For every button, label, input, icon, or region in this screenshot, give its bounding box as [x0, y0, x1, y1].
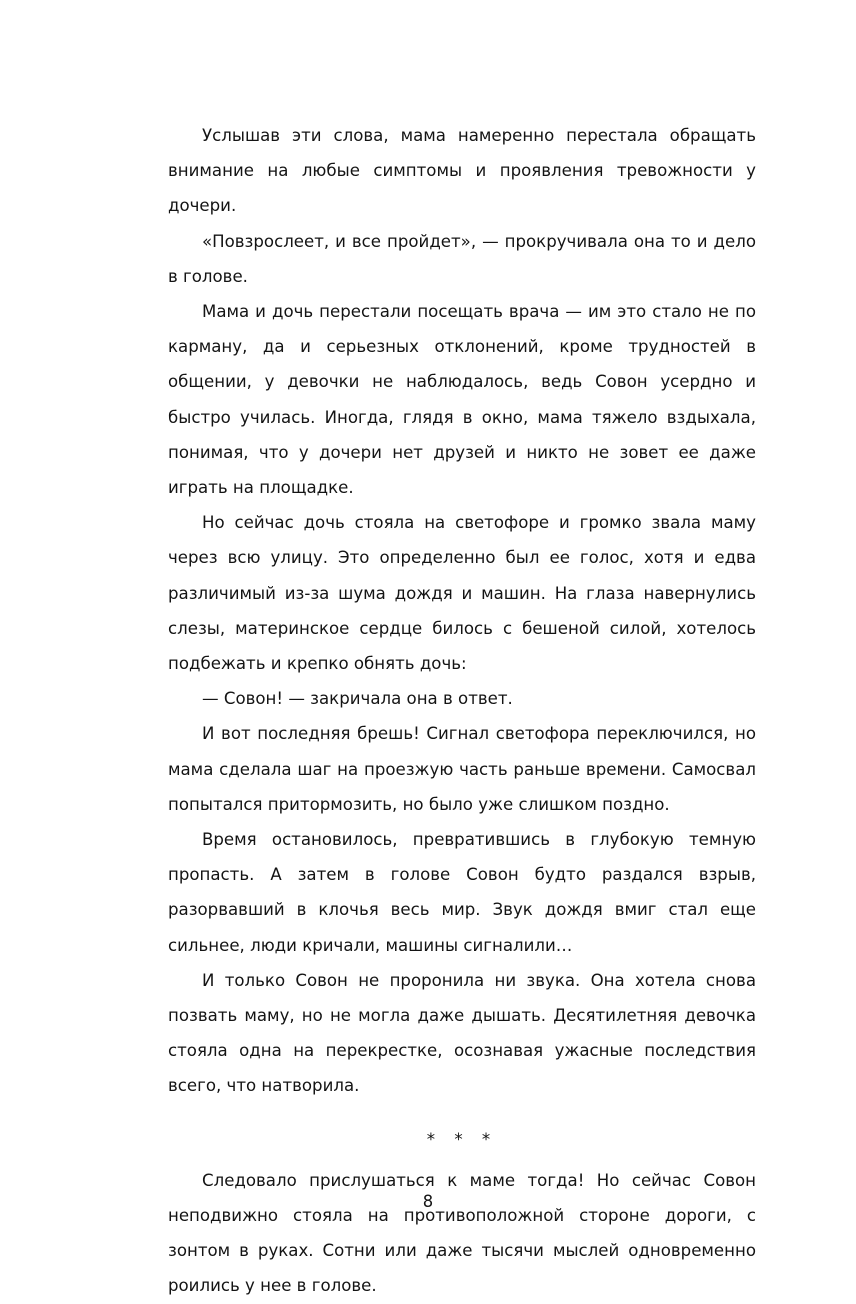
paragraph: Следовало прислушаться к маме тогда! Но сейчас Совон неподвижно стояла на противоположной стороне дороги, с зонтом в руках. Сотни или даже тысячи мыслей одновременно роились у нее в голове. — [168, 1170, 756, 1296]
paragraph: Но сейчас дочь стояла на светофоре и громко звала маму через всю улицу. Это определенно был ее голос, хотя и едва различимый из-за шума дождя и машин. На глаза навернулись слезы, материнское сердце билось с бешеной силой, хотелось подбежать и крепко обнять дочь: — [168, 513, 756, 674]
paragraph: — Совон! — закричала она в ответ. — [202, 689, 513, 709]
section-divider: * * * — [426, 1129, 498, 1149]
paragraph: Услышав эти слова, мама намеренно перестала обращать внимание на любые симптомы и проявления тревожности у дочери. — [168, 126, 756, 216]
paragraph: И вот последняя брешь! Сигнал светофора переключился, но мама сделала шаг на проезжую часть раньше времени. Самосвал попытался притормозить, но было уже слишком поздно. — [168, 724, 756, 814]
page-body-top — [168, 118, 756, 1104]
page-number: 8 — [422, 1192, 434, 1211]
paragraph: И только Совон не проронила ни звука. Она хотела снова позвать маму, но не могла даже дышать. Десятилетняя девочка стояла одна на перекрестке, осознавая ужасные последствия всего, что натворила. — [168, 970, 756, 1096]
paragraph: «Повзрослеет, и все пройдет», — прокручивала она то и дело в голове. — [168, 231, 756, 286]
page-body-bottom — [168, 1163, 756, 1304]
paragraph: Время остановилось, превратившись в глубокую темную пропасть. А затем в голове Совон будто раздался взрыв, разорвавший в клочья весь мир. Звук дождя вмиг стал еще сильнее, люди кричали, машины сигналили… — [168, 830, 756, 955]
paragraph: Мама и дочь перестали посещать врача — им это стало не по карману, да и серьезных отклонений, кроме трудностей в общении, у девочки не наблюдалось, ведь Совон усердно и быстро училась. Иногда, глядя в окно, мама тяжело вздыхала, понимая, что у дочери нет друзей и никто не зовет ее даже играть на площадке. — [168, 302, 756, 498]
